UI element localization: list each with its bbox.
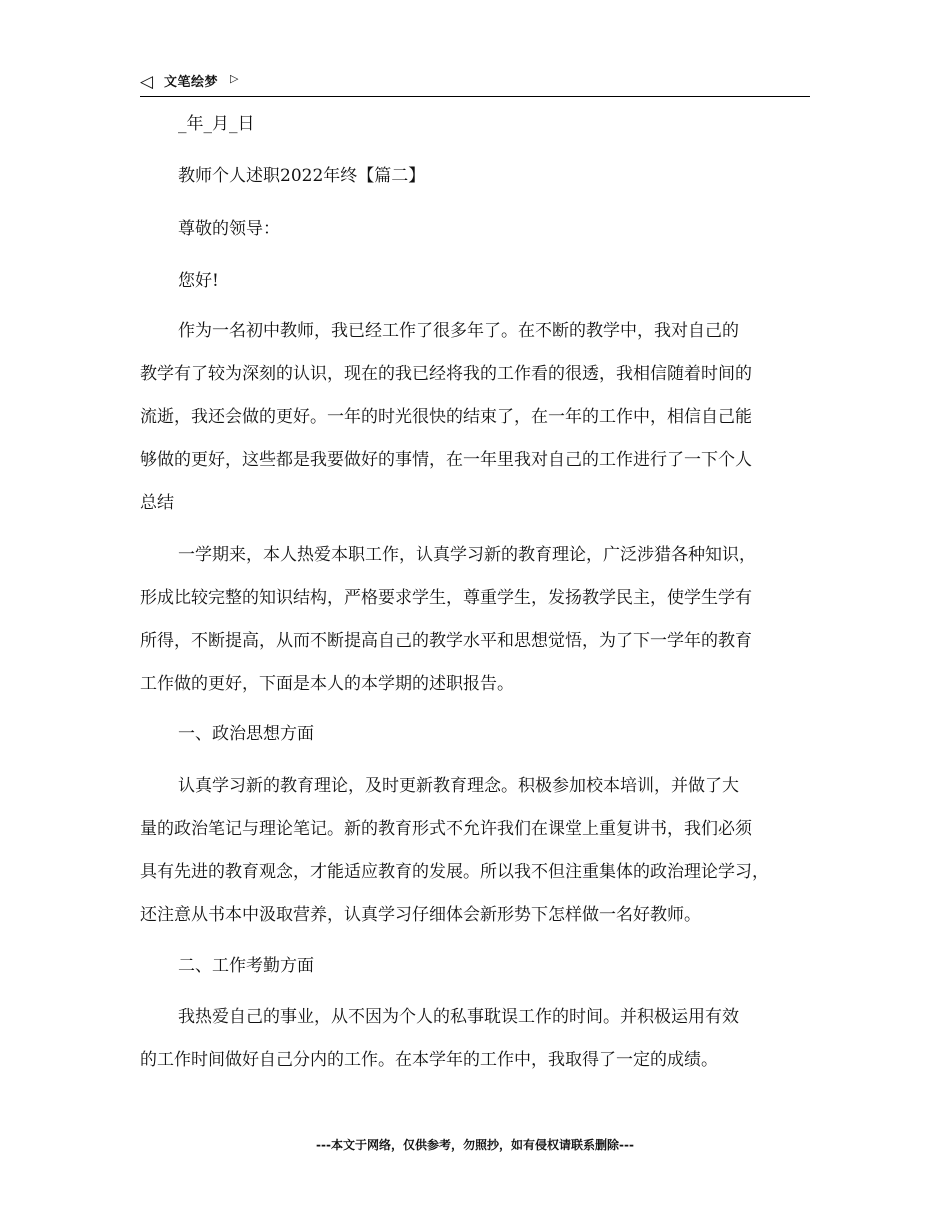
section-heading-attendance: 二、工作考勤方面 — [178, 956, 314, 976]
paragraph-line: 认真学习新的教育理论，及时更新教育理念。积极参加校本培训，并做了大 — [178, 776, 739, 796]
paragraph-line: 具有先进的教育观念，才能适应教育的发展。所以我不但注重集体的政治理论学习， — [140, 862, 769, 882]
salutation: 尊敬的领导： — [178, 219, 280, 239]
greeting: 您好! — [178, 271, 219, 291]
paragraph-line: 我热爱自己的事业，从不因为个人的私事耽误工作的时间。并积极运用有效 — [178, 1007, 739, 1027]
paragraph-line: 工作做的更好，下面是本人的本学期的述职报告。 — [140, 674, 514, 694]
paragraph-line: 形成比较完整的知识结构，严格要求学生，尊重学生，发扬教学民主，使学生学有 — [140, 588, 752, 608]
paragraph-line: 一学期来，本人热爱本职工作，认真学习新的教育理论，广泛涉猎各种知识， — [178, 545, 756, 565]
triangle-right-icon: ▷ — [230, 72, 239, 85]
document-title: 教师个人述职2022年终【篇二】 — [178, 166, 426, 186]
footer-disclaimer: ---本文于网络，仅供参考，勿照抄，如有侵权请联系删除--- — [316, 1138, 634, 1152]
paragraph-line: 够做的更好，这些都是我要做好的事情，在一年里我对自己的工作进行了一下个人 — [140, 450, 752, 470]
paragraph-line: 的工作时间做好自己分内的工作。在本学年的工作中，我取得了一定的成绩。 — [140, 1050, 718, 1070]
paragraph-line: 总结 — [140, 493, 174, 513]
paragraph-line: 量的政治笔记与理论笔记。新的教育形式不允许我们在课堂上重复讲书，我们必须 — [140, 819, 752, 839]
paragraph-line: 所得，不断提高，从而不断提高自己的教学水平和思想觉悟，为了下一学年的教育 — [140, 631, 752, 651]
triangle-left-icon: ◁ — [140, 72, 154, 92]
paragraph-line: 作为一名初中教师，我已经工作了很多年了。在不断的教学中，我对自己的 — [178, 321, 739, 341]
paragraph-line: 还注意从书本中汲取营养，认真学习仔细体会新形势下怎样做一名好教师。 — [140, 905, 701, 925]
section-heading-politics: 一、政治思想方面 — [178, 724, 314, 744]
date-line: _年_月_日 — [178, 114, 255, 134]
paragraph-line: 教学有了较为深刻的认识，现在的我已经将我的工作看的很透，我相信随着时间的 — [140, 364, 752, 384]
paragraph-line: 流逝，我还会做的更好。一年的时光很快的结束了，在一年的工作中，相信自己能 — [140, 407, 752, 427]
header-brand: 文笔绘梦 — [164, 75, 219, 90]
page-header — [140, 72, 810, 97]
